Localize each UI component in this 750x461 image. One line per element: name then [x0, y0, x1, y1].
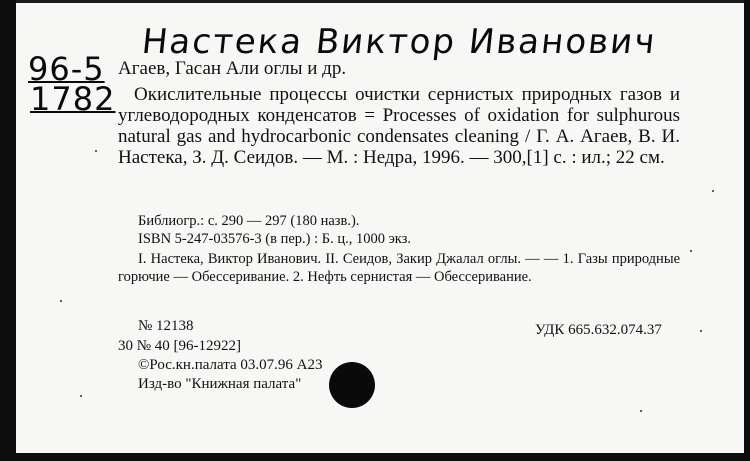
handwritten-code-bottom: 1782: [30, 80, 116, 118]
card-edge-left: [0, 0, 16, 461]
record-number: № 12138: [138, 318, 194, 334]
copyright-line: ©Рос.кн.палата 03.07.96 А23: [138, 357, 323, 373]
speck: [640, 410, 642, 412]
speck: [712, 190, 714, 192]
author-heading: Агаев, Гасан Али оглы и др.: [118, 58, 347, 79]
card-edge-bottom: [0, 453, 750, 461]
registration-number: 30 № 40 [96-12922]: [118, 338, 242, 354]
title-description: Окислительные процессы очистки сернистых природных газов и углеводородных конденсатов = Processes of oxidation for sulphurous natural gas and hydrocarbonic condensates cleaning / Г. А. Агаев, В. И. Настека, З. Д. Сеидов. — М. : Недра, 1996. — 300,[1] с. : ил.; 22 см.: [118, 84, 680, 168]
handwritten-code-top: 96-5: [28, 50, 105, 88]
subject-headings: I. Настека, Виктор Иванович. II. Сеидов, Закир Джалал оглы. — — 1. Газы природные горючие — Обессеривание. 2. Нефть сернистая — Обессеривание.: [118, 251, 680, 285]
speck: [60, 300, 62, 302]
speck: [95, 150, 97, 152]
handwritten-name: Настека Виктор Иванович: [139, 22, 659, 62]
bibliography-note: Библиогр.: с. 290 — 297 (180 назв.).: [138, 213, 360, 229]
card-edge-top: [0, 0, 750, 3]
speck: [80, 395, 82, 397]
notes-block: [138, 212, 678, 248]
speck: [700, 330, 702, 332]
card-edge-right: [744, 0, 750, 461]
publisher-line: Изд-во "Книжная палата": [138, 376, 302, 392]
udk-code: УДК 665.632.074.37: [535, 322, 662, 338]
isbn-note: ISBN 5-247-03576-3 (в пер.) : Б. ц., 1000 экз.: [138, 231, 412, 247]
speck: [690, 250, 692, 252]
punch-hole: [329, 362, 375, 408]
